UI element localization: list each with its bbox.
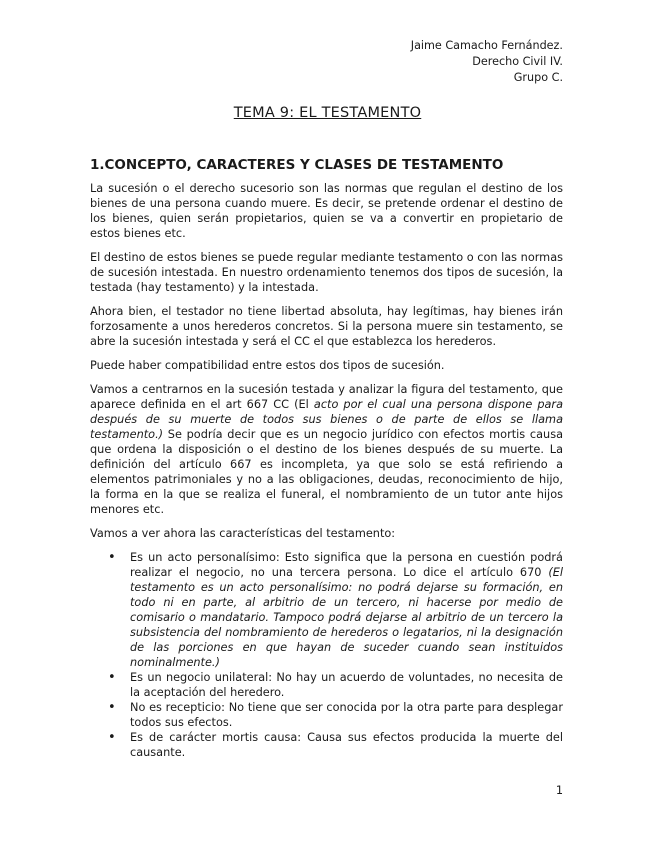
page-number: 1 <box>555 784 563 797</box>
paragraph: El destino de estos bienes se puede regular mediante testamento o con las normas de sucesión intestada. En nuestro ordenamiento tenemos dos tipos de sucesión, la testada (hay testamento) y la intestada. <box>90 251 563 294</box>
document-body <box>90 181 563 760</box>
quoted-article-667: acto por el cual una persona dispone para después de su muerte de todos sus bienes o de parte de ellos se llama testamento.) <box>90 398 563 441</box>
list-item-text: Es un acto personalísimo: Esto significa que la persona en cuestión podrá realizar el negocio, no una tercera persona. Lo dice el artículo 670 <box>130 551 563 579</box>
paragraph-art-667 <box>90 382 563 517</box>
document-title: TEMA 9: EL TESTAMENTO <box>233 105 422 121</box>
list-item-text: Es un negocio unilateral: No hay un acuerdo de voluntades, no necesita de la aceptación del heredero. <box>130 671 563 699</box>
paragraph-text: Vamos a centrarnos en la sucesión testada y analizar la figura del testamento, que aparece definida en el art 667 CC (El <box>90 383 563 411</box>
section-heading: 1.CONCEPTO, CARACTERES Y CLASES DE TESTAMENTO <box>90 157 504 173</box>
paragraph: Ahora bien, el testador no tiene libertad absoluta, hay legítimas, hay bienes irán forzosamente a unos herederos concretos. Si la persona muere sin testamento, se abre la sucesión intestada y será el CC el que establezca los herederos. <box>90 305 563 348</box>
characteristics-list <box>90 550 563 760</box>
list-item <box>130 700 563 730</box>
list-item-text: No es recepticio: No tiene que ser conocida por la otra parte para desplegar todos sus efectos. <box>130 701 563 729</box>
list-item-text: Es de carácter mortis causa: Causa sus efectos producida la muerte del causante. <box>130 731 563 759</box>
list-item <box>130 670 563 700</box>
list-item <box>130 550 563 670</box>
paragraph-text: Se podría decir que es un negocio jurídico con efectos mortis causa que ordena la disposición o el destino de los bienes después de su muerte. La definición del artículo 667 es incompleta, ya que solo se está refiriendo a elementos patrimoniales y no a las obligaciones, deudas, reconocimiento de hijo, la forma en la que se realiza el funeral, el nombramiento de un tutor ante hijos menores etc. <box>90 428 563 516</box>
paragraph: La sucesión o el derecho sucesorio son las normas que regulan el destino de los bienes de una persona cuando muere. Es decir, se pretende ordenar el destino de los bienes, quien serán propietarios, quien se va a convertir en propietario de estos bienes etc. <box>90 182 563 240</box>
paragraph: Puede haber compatibilidad entre estos dos tipos de sucesión. <box>90 359 445 372</box>
author-block <box>411 38 563 86</box>
quoted-article-670: (El testamento es un acto personalísimo: no podrá dejarse su formación, en todo ni en parte, al arbitrio de un tercero, ni hacerse por medio de comisario o mandatario. Tampoco podrá dejarse al arbitrio de un tercero la subsistencia del nombramiento de herederos o legatarios, ni la designación de las porciones en que hayan de suceder cuando sean instituidos nominalmente.) <box>130 566 563 669</box>
paragraph: Vamos a ver ahora las características del testamento: <box>90 527 396 540</box>
author-name: Jaime Camacho Fernández. <box>410 39 563 52</box>
list-item <box>130 730 563 760</box>
group-name: Grupo C. <box>513 71 563 84</box>
course-name: Derecho Civil IV. <box>472 55 563 68</box>
